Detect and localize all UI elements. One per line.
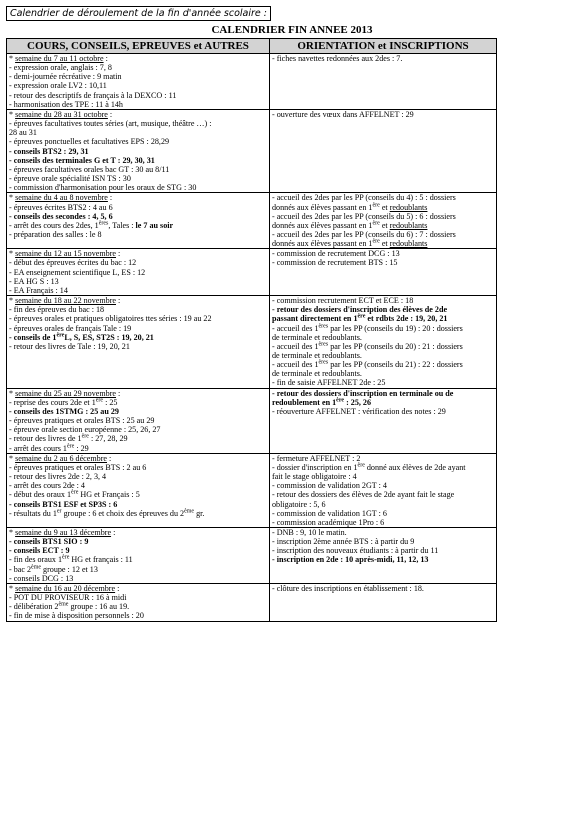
text-segment: - accueil des 2des par les PP (conseils du 6) : 7 : dossiers: [272, 229, 456, 239]
text-segment: - conseils des 1STMG : 25 au 29: [9, 406, 119, 416]
cell-line: [272, 203, 494, 212]
text-segment: - conseils de 1: [9, 332, 57, 342]
cell-line: [9, 100, 267, 109]
text-segment: - préparation des salles : le 8: [9, 229, 102, 239]
text-segment: *: [9, 388, 16, 398]
cell-line: [272, 230, 494, 239]
text-segment: *: [9, 193, 16, 203]
text-segment: semaine du 12 au 15 novembre: [15, 249, 116, 259]
cell-line: [9, 584, 267, 593]
cell-line: [272, 398, 494, 407]
cell-line: [9, 72, 267, 81]
text-segment: - retour des livres de Tale : 19, 20, 21: [9, 341, 130, 351]
superscript-text: ères: [98, 220, 109, 227]
superscript-text: ème: [58, 601, 69, 608]
text-segment: - conseils DCG : 13: [9, 573, 74, 583]
cell-line: [272, 528, 494, 537]
text-segment: - retour des dossiers des élèves de 2de ayant fait le stage: [272, 490, 455, 500]
text-segment: - retour des livres de 1: [9, 434, 82, 444]
cell-line: [272, 407, 494, 416]
table-row: [7, 453, 497, 527]
cell-line: [9, 565, 267, 574]
text-segment: - commission académique 1Pro : 6: [272, 517, 385, 527]
text-segment: - conseils BTS1 ESF et SP3S : 6: [9, 499, 118, 509]
text-segment: - commission d'harmonisation pour les oraux de STG : 30: [9, 183, 197, 193]
superscript-text: ère: [56, 332, 65, 338]
cell-line: [9, 481, 267, 490]
text-segment: :: [107, 109, 113, 119]
text-segment: groupe : 6 et choix des épreuves du 2: [61, 508, 185, 518]
text-segment: - épreuves écrites BTS2 : 4 au 6: [9, 202, 113, 212]
superscript-text: ère: [372, 238, 380, 245]
text-segment: - accueil des 2des par les PP (conseils du 4) : 5 : dossiers: [272, 193, 456, 203]
text-segment: - bac 2: [9, 564, 32, 574]
text-segment: - conseils BTS1 SIO : 9: [9, 537, 89, 547]
cell-line: [9, 221, 267, 230]
text-segment: - expression orale LV2 : 10,11: [9, 81, 107, 91]
text-segment: - EA HG S : 13: [9, 276, 59, 286]
table-row: [7, 388, 497, 453]
cell-line: [272, 518, 494, 527]
cell-line: [9, 81, 267, 90]
text-segment: - retour des descriptifs de français à la DEXCO : 11: [9, 90, 177, 100]
text-segment: - accueil des 1: [272, 323, 319, 333]
cell-line: [272, 314, 494, 323]
cell-line: [272, 193, 494, 202]
text-segment: HG et Français : 5: [78, 490, 140, 500]
cell-line: [272, 249, 494, 258]
cell-line: [272, 378, 494, 387]
superscript-text: ème: [31, 563, 42, 570]
text-segment: - retour des dossiers d'inscription des élèves de 2de: [272, 305, 448, 315]
text-segment: et: [379, 202, 390, 212]
superscript-text: ères: [318, 322, 329, 329]
cell-line: [9, 611, 267, 620]
table-row: [7, 193, 497, 249]
cell-line: [9, 333, 267, 342]
cell-line: [272, 454, 494, 463]
text-segment: *: [9, 453, 16, 463]
header-left: COURS, CONSEILS, EPREUVES et AUTRES: [7, 39, 270, 54]
text-segment: :: [115, 583, 120, 593]
text-segment: et: [379, 239, 390, 249]
cell-line: [272, 239, 494, 248]
cell-line: [9, 258, 267, 267]
cell-line: [272, 481, 494, 490]
cell-line: [9, 183, 267, 192]
text-segment: - EA Français : 14: [9, 285, 68, 295]
cell-line: [9, 174, 267, 183]
document-title: Calendrier de déroulement de la fin d'année scolaire :: [6, 6, 271, 21]
cell-line: [9, 212, 267, 221]
cell-courses: [7, 109, 270, 192]
text-segment: - épreuves pratiques et orales BTS : 2 au 6: [9, 462, 147, 472]
text-segment: redoublants: [389, 239, 428, 249]
cell-orientation: [270, 388, 497, 453]
text-segment: par les PP (conseils du 19) : 20 : dossiers: [328, 323, 463, 333]
text-segment: semaine du 25 au 29 novembre: [15, 388, 116, 398]
cell-line: [9, 389, 267, 398]
text-segment: - accueil des 2des par les PP (conseils du 5) : 6 : dossiers: [272, 211, 456, 221]
cell-line: [9, 537, 267, 546]
superscript-text: ère: [95, 397, 104, 404]
superscript-text: er: [56, 507, 62, 514]
superscript-text: ères: [318, 341, 329, 348]
cell-orientation: [270, 109, 497, 192]
text-segment: - résultats du 1: [9, 508, 57, 518]
superscript-text: ères: [318, 359, 329, 366]
text-segment: - expression orale, anglais : 7, 8: [9, 63, 112, 73]
cell-orientation: [270, 453, 497, 527]
text-segment: semaine du 18 au 22 novembre: [15, 296, 116, 306]
text-segment: - commission recrutement ECT et ECE : 18: [272, 296, 414, 306]
text-segment: - conseils des terminales G et T : 29, 30, 31: [9, 155, 155, 165]
table-row: [7, 54, 497, 110]
text-segment: semaine du 7 au 11 octobre: [15, 54, 104, 63]
cell-orientation: [270, 193, 497, 249]
cell-line: [9, 286, 267, 295]
text-segment: donnés aux élèves passant en 1: [272, 202, 373, 212]
table-row: [7, 583, 497, 621]
table-header-row: [7, 39, 497, 54]
superscript-text: ère: [357, 313, 366, 320]
text-segment: :: [116, 249, 121, 259]
cell-line: [272, 584, 494, 593]
cell-line: [9, 91, 267, 100]
cell-line: [9, 230, 267, 239]
text-segment: - épreuve orale section européenne : 25, 26, 27: [9, 425, 161, 435]
text-segment: 28 au 31: [9, 128, 37, 138]
text-segment: semaine du 16 au 20 décembre: [15, 583, 116, 593]
cell-line: [272, 296, 494, 305]
text-segment: fait le stage obligatoire : 4: [272, 472, 357, 482]
cell-line: [272, 537, 494, 546]
text-segment: - épreuves orales et pratiques obligatoires ttes séries : 19 au 22: [9, 314, 212, 324]
cell-courses: [7, 453, 270, 527]
cell-line: [9, 137, 267, 146]
text-segment: : 27, 28, 29: [88, 434, 128, 444]
text-segment: - accueil des 1: [272, 341, 319, 351]
text-segment: et: [379, 220, 390, 230]
text-segment: : 29: [74, 443, 89, 453]
text-segment: - épreuves pratiques et orales BTS : 25 au 29: [9, 416, 155, 426]
text-segment: *: [9, 296, 16, 306]
cell-line: [272, 463, 494, 472]
cell-line: [9, 147, 267, 156]
cell-courses: [7, 527, 270, 583]
text-segment: passant directement en 1: [272, 314, 358, 324]
text-segment: donné aux élèves de 2de ayant: [364, 462, 466, 472]
table-body: [7, 54, 497, 622]
text-segment: - clôture des inscriptions en établissement : 18.: [272, 583, 424, 593]
text-segment: - ouverture des vœux dans AFFELNET : 29: [272, 109, 414, 119]
text-segment: :: [107, 193, 113, 203]
text-segment: groupe : 16 au 19.: [68, 602, 130, 612]
text-segment: - épreuves facultatives orales bac GT : 30 au 8/11: [9, 164, 170, 174]
text-segment: redoublants: [389, 220, 428, 230]
text-segment: - fin des épreuves du bac : 18: [9, 305, 105, 315]
cell-line: [9, 249, 267, 258]
cell-courses: [7, 54, 270, 110]
cell-line: [9, 314, 267, 323]
text-segment: - dossier d'inscription en 1: [272, 462, 358, 472]
cell-orientation: [270, 249, 497, 296]
text-segment: semaine du 4 au 8 novembre: [15, 193, 108, 203]
text-segment: - reprise des cours 2de et 1: [9, 397, 96, 407]
cell-line: [272, 509, 494, 518]
text-segment: - commission de recrutement BTS : 15: [272, 258, 398, 268]
cell-line: [9, 54, 267, 63]
text-segment: - arrêt des cours des 2des, 1: [9, 220, 99, 230]
text-segment: , Tales :: [108, 220, 136, 230]
text-segment: - arrêt des cours 2de : 4: [9, 481, 85, 491]
cell-orientation: [270, 583, 497, 621]
cell-line: [9, 342, 267, 351]
table-row: [7, 109, 497, 192]
superscript-text: ère: [62, 554, 70, 561]
cell-line: [9, 268, 267, 277]
text-segment: et rdbts 2de : 19, 20, 21: [365, 314, 448, 324]
cell-line: [9, 509, 267, 518]
cell-line: [272, 490, 494, 499]
cell-line: [9, 454, 267, 463]
cell-line: [272, 500, 494, 509]
text-segment: - arrêt des cours 1: [9, 443, 67, 453]
text-segment: - inscription 2ème année BTS : à partir du 9: [272, 537, 415, 547]
text-segment: *: [9, 527, 16, 537]
text-segment: - retour des livres 2de : 2, 3, 4: [9, 472, 107, 482]
text-segment: :: [116, 296, 121, 306]
text-segment: de terminale et redoublants.: [272, 332, 362, 342]
text-segment: - délibération 2: [9, 602, 59, 612]
text-segment: obligatoire : 5, 6: [272, 499, 326, 509]
cell-orientation: [270, 54, 497, 110]
text-segment: - fin de saisie AFFELNET 2de : 25: [272, 378, 386, 388]
text-segment: semaine du 2 au 6 décembre: [15, 453, 107, 463]
cell-line: [9, 434, 267, 443]
cell-line: [272, 555, 494, 564]
text-segment: - épreuves ponctuelles et facultatives EPS : 28,29: [9, 137, 170, 147]
text-segment: - début des oraux 1: [9, 490, 72, 500]
cell-line: [272, 258, 494, 267]
cell-line: [9, 119, 267, 128]
calendar-title: CALENDRIER FIN ANNEE 2013: [211, 24, 373, 36]
cell-line: [9, 500, 267, 509]
text-segment: - demi-journée récréative : 9 matin: [9, 72, 122, 82]
text-segment: - POT DU PROVISEUR : 16 à midi: [9, 593, 127, 603]
cell-line: [272, 110, 494, 119]
text-segment: donnés aux élèves passant en 1: [272, 220, 373, 230]
text-segment: :: [111, 527, 116, 537]
text-segment: de terminale et redoublants.: [272, 369, 362, 379]
cell-line: [9, 128, 267, 137]
cell-line: [9, 398, 267, 407]
text-segment: - accueil des 1: [272, 360, 319, 370]
text-segment: groupe : 12 et 13: [41, 564, 98, 574]
cell-line: [272, 221, 494, 230]
cell-line: [9, 156, 267, 165]
text-segment: - commission de validation 2GT : 4: [272, 481, 387, 491]
text-segment: par les PP (conseils du 20) : 21 : dossiers: [328, 341, 463, 351]
cell-orientation: [270, 296, 497, 389]
cell-line: [9, 296, 267, 305]
text-segment: - fermeture AFFELNET : 2: [272, 453, 361, 463]
text-segment: *: [9, 109, 16, 119]
text-segment: le 7 au soir: [135, 220, 174, 230]
text-segment: *: [9, 249, 16, 259]
text-segment: *: [9, 54, 16, 63]
text-segment: de terminale et redoublants.: [272, 351, 362, 360]
superscript-text: ère: [71, 489, 79, 496]
cell-line: [9, 444, 267, 453]
text-segment: :: [107, 453, 112, 463]
cell-line: [272, 369, 494, 378]
cell-courses: [7, 388, 270, 453]
superscript-text: ère: [372, 220, 380, 227]
superscript-text: ère: [66, 442, 75, 449]
cell-line: [9, 463, 267, 472]
cell-line: [9, 407, 267, 416]
cell-line: [9, 416, 267, 425]
cell-courses: [7, 249, 270, 296]
cell-line: [272, 389, 494, 398]
cell-line: [9, 593, 267, 602]
cell-orientation: [270, 527, 497, 583]
text-segment: - commission de recrutement DCG : 13: [272, 249, 400, 259]
text-segment: - conseils BTS2 : 29, 31: [9, 146, 89, 156]
cell-line: [9, 574, 267, 583]
text-segment: - conseils des secondes : 4, 5, 6: [9, 211, 113, 221]
text-segment: donnés aux élèves passant en 1: [272, 239, 373, 249]
calendar-table: [6, 38, 497, 622]
text-segment: : 25, 26: [344, 397, 372, 407]
superscript-text: ère: [372, 201, 380, 208]
text-segment: - épreuves facultatives toutes séries (art, musique, théâtre …) :: [9, 119, 212, 129]
text-segment: - fin de mise à disposition personnels : 20: [9, 611, 144, 621]
cell-line: [9, 193, 267, 202]
superscript-text: ère: [357, 462, 365, 469]
superscript-text: ère: [336, 397, 345, 404]
cell-line: [272, 351, 494, 360]
text-segment: : 25: [103, 397, 118, 407]
text-segment: par les PP (conseils du 21) : 22 : dossiers: [328, 360, 463, 370]
cell-line: [9, 305, 267, 314]
text-segment: - épreuves orales de français Tale : 19: [9, 323, 132, 333]
table-row: [7, 296, 497, 389]
text-segment: - fin des oraux 1: [9, 555, 63, 565]
cell-line: [9, 203, 267, 212]
cell-line: [272, 324, 494, 333]
cell-line: [9, 110, 267, 119]
text-segment: - épreuve orale spécialité ISN TS : 30: [9, 174, 131, 184]
cell-line: [272, 342, 494, 351]
text-segment: semaine du 28 au 31 octobre: [15, 109, 108, 119]
cell-courses: [7, 193, 270, 249]
text-segment: - DNB : 9, 10 le matin.: [272, 527, 347, 537]
text-segment: semaine du 9 au 13 décembre: [15, 527, 112, 537]
text-segment: - inscription en 2de : 10 après-midi, 11, 12, 13: [272, 555, 429, 565]
cell-courses: [7, 583, 270, 621]
cell-line: [9, 277, 267, 286]
text-segment: - commission de validation 1GT : 6: [272, 508, 387, 518]
table-row: [7, 249, 497, 296]
cell-line: [9, 63, 267, 72]
text-segment: gr.: [194, 508, 205, 518]
text-segment: redoublement en 1: [272, 397, 337, 407]
cell-line: [272, 472, 494, 481]
cell-line: [272, 212, 494, 221]
text-segment: - début des épreuves écrites du bac : 12: [9, 258, 137, 268]
table-row: [7, 527, 497, 583]
header-right: ORIENTATION et INSCRIPTIONS: [270, 39, 497, 54]
text-segment: :: [116, 388, 121, 398]
cell-line: [9, 528, 267, 537]
superscript-text: ème: [184, 507, 195, 514]
text-segment: - réouverture AFFELNET : vérification des notes : 29: [272, 406, 446, 416]
cell-courses: [7, 296, 270, 389]
cell-line: [9, 165, 267, 174]
cell-line: [272, 333, 494, 342]
cell-line: [272, 54, 494, 63]
text-segment: L, S, ES, ST2S : 19, 20, 21: [64, 332, 154, 342]
text-segment: - retour des dossiers d'inscription en terminale ou de: [272, 388, 454, 398]
text-segment: - conseils ECT : 9: [9, 546, 70, 556]
text-segment: *: [9, 583, 16, 593]
text-segment: redoublants: [389, 202, 428, 212]
text-segment: - inscription des nouveaux étudiants : à partir du 11: [272, 546, 439, 556]
cell-line: [9, 555, 267, 564]
text-segment: - harmonisation des TPE : 11 à 14h: [9, 99, 123, 109]
text-segment: HG et français : 11: [69, 555, 133, 565]
text-segment: :: [103, 54, 108, 63]
cell-line: [272, 360, 494, 369]
cell-line: [272, 305, 494, 314]
cell-line: [9, 490, 267, 499]
superscript-text: ère: [81, 433, 89, 440]
cell-line: [9, 324, 267, 333]
text-segment: - fiches navettes redonnées aux 2des : 7.: [272, 54, 403, 63]
cell-line: [9, 472, 267, 481]
cell-line: [272, 546, 494, 555]
text-segment: - EA enseignement scientifique L, ES : 12: [9, 267, 146, 277]
cell-line: [9, 602, 267, 611]
